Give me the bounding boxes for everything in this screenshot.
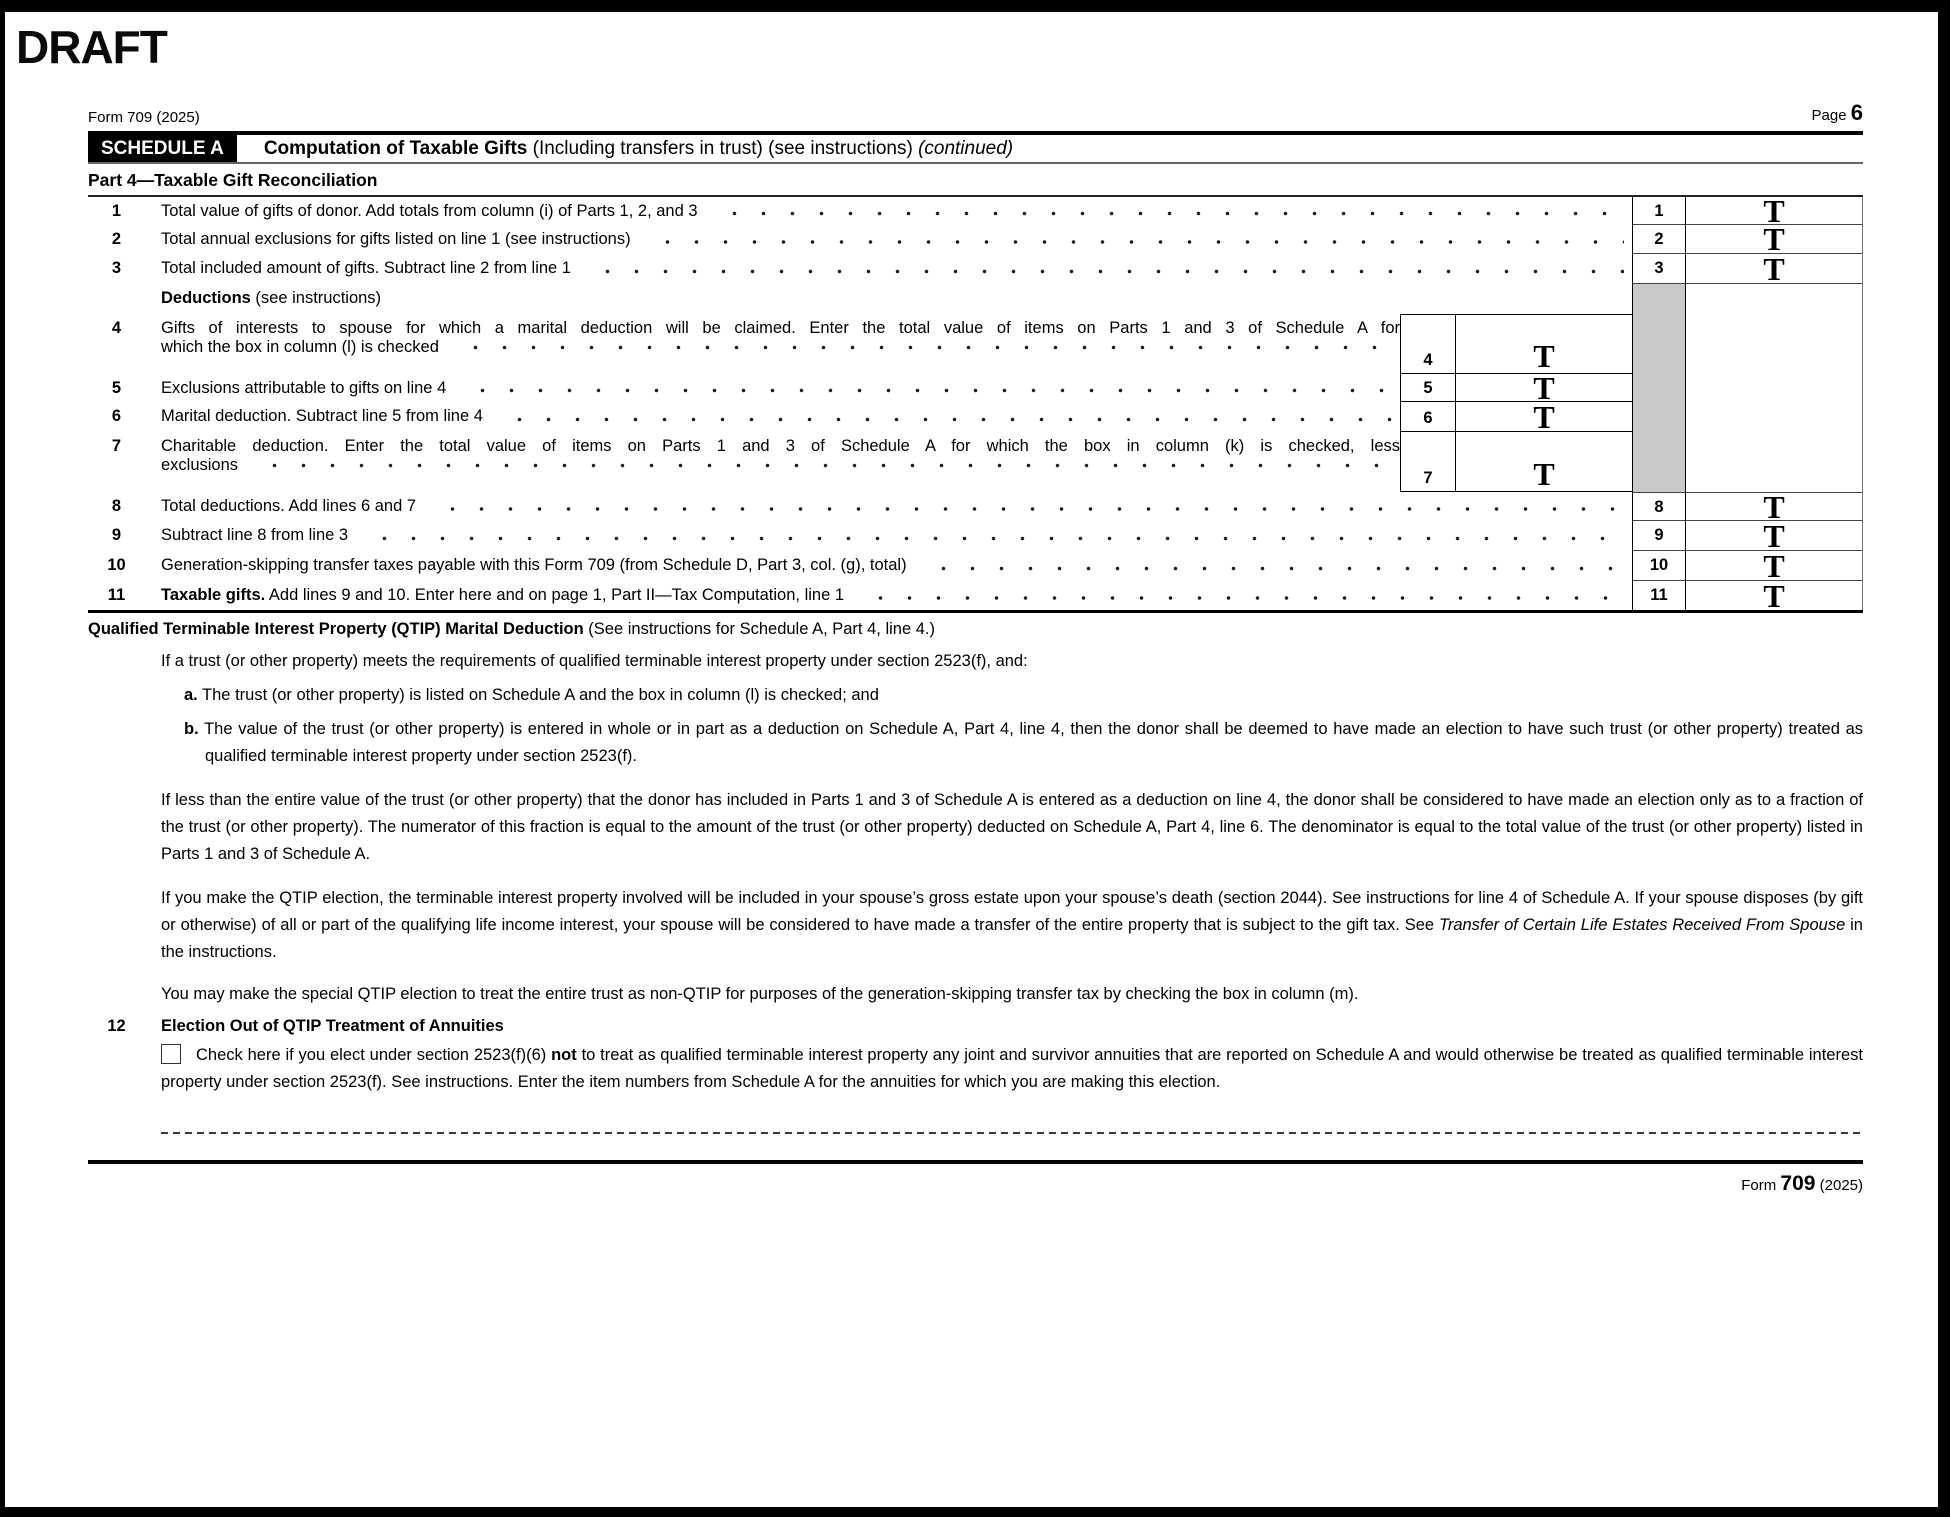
draft-entry-mark: T <box>1763 192 1785 229</box>
table-row <box>88 221 1863 257</box>
deductions-label-rest: (see instructions) <box>250 289 382 307</box>
line-number: 4 <box>111 319 122 337</box>
blank-cell <box>1685 314 1863 374</box>
table-row <box>88 488 1863 525</box>
line-number: 11 <box>107 586 126 604</box>
line-text: Subtract line 8 from line 3 <box>161 526 349 544</box>
draft-entry-mark: T <box>1763 547 1785 584</box>
line-description <box>161 374 1400 402</box>
dot-leader <box>248 456 1392 475</box>
line-number: 2 <box>111 230 122 248</box>
table-row <box>88 547 1863 584</box>
page-number <box>1812 100 1863 126</box>
line-description <box>161 314 1400 374</box>
line-number: 10 <box>107 556 126 574</box>
line-description <box>161 521 1632 551</box>
entry-line-number: 4 <box>1400 314 1455 374</box>
line-description <box>161 581 1632 610</box>
line-text <box>161 586 844 610</box>
scan-frame-bottom <box>0 1507 1950 1517</box>
dot-leader <box>456 379 1392 402</box>
line-text-rest: Add lines 9 and 10. Enter here and on page 1, Part II—Tax Computation, line 1 <box>265 586 845 604</box>
amount-entry-line-7[interactable] <box>1455 432 1632 492</box>
amount-entry-line-11[interactable] <box>1685 577 1863 614</box>
page-label: Page <box>1811 107 1847 124</box>
item-b-label: b. <box>184 720 199 738</box>
table-row <box>88 192 1863 229</box>
schedule-a-header-bar <box>88 131 1863 164</box>
deductions-label-row <box>88 284 1863 314</box>
shaded-cell <box>1632 284 1685 314</box>
dot-leader <box>449 338 1392 357</box>
blank-cell <box>1685 284 1863 314</box>
line-description <box>161 225 1632 254</box>
line-text: Total annual exclusions for gifts listed on line 1 (see instructions) <box>161 230 631 248</box>
qtip-intro-paragraph: If a trust (or other property) meets the requirements of qualified terminable interest property under section 2523(f), and: <box>161 652 1028 670</box>
line-text: which the box in column (l) is checked <box>161 338 439 356</box>
check-text-after: to treat as qualified terminable interest property any joint and survivor annuities that are reported on Schedule A and would otherwise be treated as qualified terminable interest property under section 2523(f). See instructions. Enter the item numbers from Schedule A for the annuities for which you are making this election. <box>161 1046 1863 1091</box>
entry-line-number: 3 <box>1632 254 1685 284</box>
scan-frame-left <box>0 0 5 1517</box>
footer-form-year: (2025) <box>1819 1176 1863 1194</box>
item-b-text: The value of the trust (or other property) is entered in whole or in part as a deduction on Schedule A, Part 4, line 4, then the donor shall be deemed to have made an election to have such trust (or other property) treated as qualified terminable interest property under section 2523(f). <box>198 720 1863 765</box>
line-text: Total deductions. Add lines 6 and 7 <box>161 497 417 515</box>
line-text: Marital deduction. Subtract line 5 from line 4 <box>161 407 483 425</box>
amount-entry-line-5[interactable] <box>1455 369 1632 406</box>
line-number: 5 <box>111 379 122 397</box>
schedule-a-badge: SCHEDULE A <box>88 135 237 162</box>
qtip-special-election-paragraph: You may make the special QTIP election to treat the entire trust as non-QTIP for purposes of the generation-skipping transfer tax by checking the box in column (m). <box>161 985 1359 1003</box>
footer-form-label: Form <box>1741 1176 1777 1194</box>
part4-heading: Part 4—Taxable Gift Reconciliation <box>88 164 1863 197</box>
table-row <box>88 250 1863 287</box>
dot-leader <box>358 526 1624 551</box>
item-a-label: a. <box>184 686 198 704</box>
entry-line-number: 9 <box>1632 521 1685 551</box>
form-content <box>88 100 1863 1196</box>
dot-leader <box>708 202 1624 225</box>
line-description <box>161 551 1632 581</box>
taxable-gift-reconciliation-table <box>88 192 1863 614</box>
entry-line-number: 6 <box>1400 402 1455 432</box>
line-text: exclusions <box>161 456 239 474</box>
entry-line-number: 10 <box>1632 551 1685 581</box>
entry-line-number: 11 <box>1632 581 1685 610</box>
entry-line-number: 1 <box>1632 197 1685 225</box>
draft-entry-mark: T <box>1763 577 1785 614</box>
line-text-bold: Taxable gifts. <box>161 586 266 604</box>
annuity-election-checkbox[interactable] <box>161 1044 181 1064</box>
line-12-heading: Election Out of QTIP Treatment of Annuities <box>161 1017 504 1035</box>
qtip-heading-rest: (See instructions for Schedule A, Part 4, line 4.) <box>583 620 935 638</box>
schedule-a-title <box>237 135 1013 162</box>
line-number: 8 <box>111 497 122 515</box>
table-row <box>88 432 1863 492</box>
table-row <box>88 517 1863 554</box>
line-description <box>161 197 1632 225</box>
table-row <box>88 314 1863 374</box>
draft-entry-mark: T <box>1763 221 1785 257</box>
amount-entry-line-2[interactable] <box>1685 221 1863 257</box>
draft-entry-mark: T <box>1533 456 1555 492</box>
qtip-election-paragraph <box>161 885 1863 966</box>
line-text: Total value of gifts of donor. Add totals from column (i) of Parts 1, 2, and 3 <box>161 202 698 220</box>
amount-entry-line-8[interactable] <box>1685 488 1863 525</box>
line-number: 7 <box>111 437 122 455</box>
line-number: 6 <box>111 407 122 425</box>
deductions-label-bold: Deductions <box>161 289 251 307</box>
line-description <box>161 402 1400 432</box>
shaded-cell <box>1632 314 1685 374</box>
amount-entry-line-9[interactable] <box>1685 517 1863 554</box>
dot-leader <box>854 586 1624 610</box>
page-number-value: 6 <box>1850 100 1863 125</box>
qtip-heading-bold: Qualified Terminable Interest Property (QTIP) Marital Deduction <box>88 620 584 638</box>
dot-leader <box>917 556 1624 581</box>
scan-frame-right <box>1938 0 1950 1517</box>
entry-line-number: 8 <box>1632 492 1685 521</box>
line-text: Total included amount of gifts. Subtract line 2 from line 1 <box>161 259 571 277</box>
blank-cell <box>1685 374 1863 402</box>
item-a-text: The trust (or other property) is listed on Schedule A and the box in column (l) is checked; and <box>197 686 879 704</box>
qtip-election-before: If you make the QTIP election, the terminable interest property involved will be included in your spouse’s gross estate upon your spouse’s death (section 2044). See instructions for line 4 of Schedule A. If your spouse disposes (by gift or otherwise) of all or part of the qualifying life income interest, your spouse will be considered to have made a transfer of the entire property that is subject to the gift tax. See <box>161 889 1863 934</box>
page-footer <box>88 1172 1863 1196</box>
line-description <box>161 432 1400 492</box>
annuity-item-numbers-entry-line[interactable] <box>161 1132 1863 1134</box>
amount-entry-line-10[interactable] <box>1685 547 1863 584</box>
line-12-heading-row <box>88 1017 1863 1036</box>
qtip-election-after: in the instructions. <box>161 916 1863 961</box>
line-number: 3 <box>111 259 122 277</box>
qtip-section-heading <box>88 620 1863 639</box>
dot-leader <box>581 259 1624 284</box>
line-number-blank <box>88 284 161 314</box>
entry-line-number: 7 <box>1400 432 1455 492</box>
check-text-bold: not <box>551 1046 577 1064</box>
shaded-cell <box>1632 374 1685 402</box>
amount-entry-line-3[interactable] <box>1685 250 1863 287</box>
shaded-cell <box>1632 402 1685 432</box>
amount-entry-line-4[interactable] <box>1455 314 1632 374</box>
draft-entry-mark: T <box>1763 250 1785 287</box>
line-description <box>161 492 1632 521</box>
draft-entry-mark: T <box>1763 488 1785 525</box>
line-text: Gifts of interests to spouse for which a marital deduction will be claimed. Enter the total value of items on Parts 1 and 3 of Schedule A for <box>161 319 1400 337</box>
draft-entry-mark: T <box>1533 398 1555 435</box>
qtip-item-b <box>184 716 1863 770</box>
table-row <box>88 577 1863 614</box>
draft-entry-mark: T <box>1533 369 1555 406</box>
schedule-a-title-bold: Computation of Taxable Gifts <box>263 138 528 159</box>
table-row <box>88 398 1863 435</box>
page-header-row <box>88 100 1863 126</box>
line-number: 12 <box>107 1017 126 1035</box>
draft-watermark: DRAFT <box>16 21 167 73</box>
line-number: 1 <box>111 202 122 220</box>
blank-cell <box>1685 432 1863 492</box>
line-text: Exclusions attributable to gifts on line 4 <box>161 379 447 397</box>
draft-entry-mark: T <box>1763 517 1785 554</box>
form-id: Form 709 (2025) <box>88 109 200 126</box>
qtip-election-italic: Transfer of Certain Life Estates Received From Spouse <box>1438 916 1846 934</box>
draft-entry-mark: T <box>1533 338 1555 374</box>
entry-line-number: 2 <box>1632 225 1685 254</box>
dot-leader <box>641 230 1624 254</box>
shaded-cell <box>1632 432 1685 492</box>
line-number: 9 <box>111 526 122 544</box>
check-text-before: Check here if you elect under section 2523(f)(6) <box>196 1046 552 1064</box>
amount-entry-line-6[interactable] <box>1455 398 1632 435</box>
qtip-fraction-paragraph: If less than the entire value of the trust (or other property) that the donor has included in Parts 1 and 3 of Schedule A is entered as a deduction on line 4, the donor shall be considered to have made an election only as to a fraction of the trust (or other property). The numerator of this fraction is equal to the amount of the trust (or other property) deducted on Schedule A, Part 4, line 6. The denominator is equal to the total value of the trust (or other property) listed in Parts 1 and 3 of Schedule A. <box>161 791 1863 863</box>
entry-line-number: 5 <box>1400 374 1455 402</box>
line-text: Charitable deduction. Enter the total value of items on Parts 1 and 3 of Schedule A for which the box in column (k) is checked, less <box>161 437 1400 455</box>
scan-frame-top <box>0 0 1950 12</box>
page-bottom-rule <box>88 1160 1863 1164</box>
blank-cell <box>1685 402 1863 432</box>
dot-leader <box>493 407 1392 432</box>
schedule-a-subtitle: (Including transfers in trust) (see instructions) <box>527 138 919 159</box>
footer-form-number: 709 <box>1780 1171 1816 1195</box>
table-row <box>88 369 1863 406</box>
schedule-a-continued: (continued) <box>918 138 1014 159</box>
line-description <box>161 254 1632 284</box>
qtip-item-a <box>184 682 1863 709</box>
qtip-annuity-election-paragraph <box>161 1042 1863 1096</box>
deductions-label <box>161 284 1632 314</box>
line-text: Generation-skipping transfer taxes payable with this Form 709 (from Schedule D, Part 3, col. (g), total) <box>161 556 907 574</box>
dot-leader <box>426 497 1624 521</box>
